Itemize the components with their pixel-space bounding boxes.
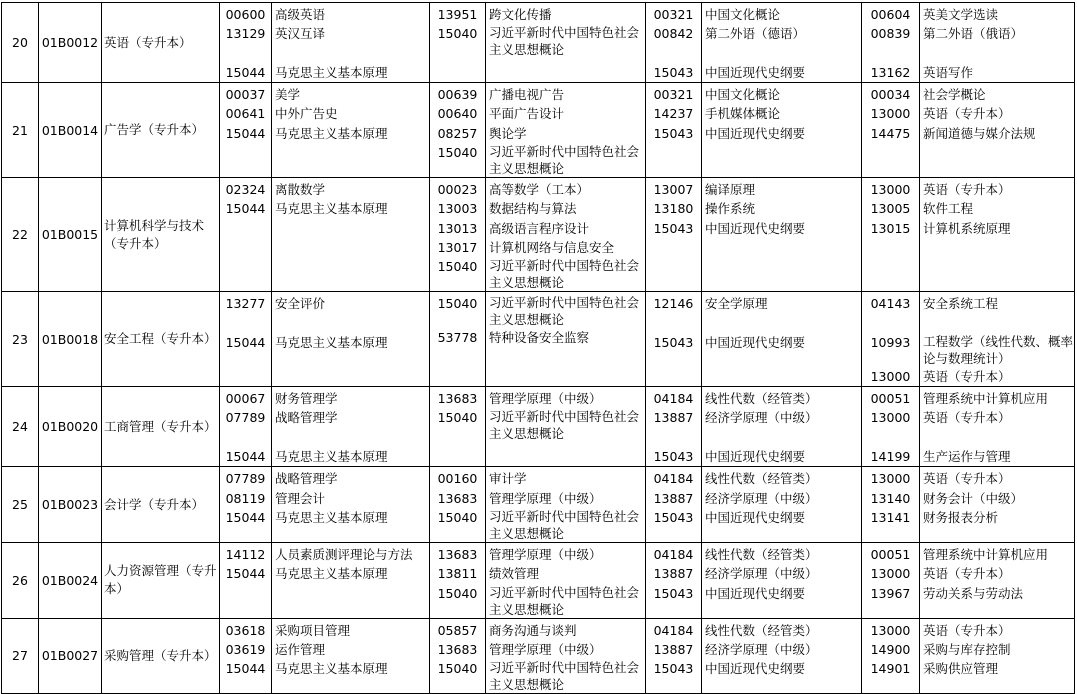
course-code: [862, 44, 919, 63]
course-code: 15044: [225, 201, 266, 217]
course-name: 线性代数（经管类）: [705, 622, 818, 638]
major-name: 采购管理（专升本）: [102, 618, 220, 694]
course-code: 07789: [225, 410, 266, 426]
course-name-cell: [272, 542, 430, 618]
course-code: 14901: [870, 661, 911, 677]
course-name-cell: [486, 83, 646, 178]
course-code: 15040: [437, 26, 478, 42]
course-code: 15044: [225, 64, 266, 80]
course-name: 新闻道德与媒介法规: [923, 125, 1036, 141]
course-name: 特种设备安全监察: [489, 330, 590, 346]
course-name: 中外广告史: [275, 106, 338, 122]
course-code: 15040: [437, 585, 478, 601]
course-code: 04184: [653, 471, 694, 487]
course-code-cell: [646, 387, 702, 467]
course-name: 中国近现代史纲要: [705, 509, 806, 525]
course-code: 14900: [870, 641, 911, 657]
course-code: 03619: [225, 641, 266, 657]
course-code: 15043: [653, 334, 694, 350]
course-code: 15044: [225, 566, 266, 582]
course-code: 13005: [870, 201, 911, 217]
course-name-cell: [920, 178, 1075, 292]
course-name: 马克思主义基本原理: [275, 449, 388, 465]
major-code: 01B0020: [39, 387, 102, 467]
course-code: 15043: [653, 661, 694, 677]
course-code: 13683: [437, 490, 478, 506]
course-name: 中国近现代史纲要: [705, 125, 806, 141]
course-code: 08257: [437, 125, 478, 141]
course-name: 英汉互译: [275, 26, 326, 42]
course-name: 中国近现代史纲要: [705, 334, 806, 350]
course-code: 13951: [437, 7, 478, 22]
course-code: 10993: [870, 334, 911, 350]
course-code: 13811: [437, 566, 478, 582]
course-code: 00600: [225, 7, 266, 22]
course-name: 中国近现代史纲要: [705, 220, 806, 236]
course-code: 13140: [870, 490, 911, 506]
course-code: [862, 428, 919, 447]
table-row: [2, 3, 1075, 83]
course-name: 线性代数（经管类）: [705, 546, 818, 562]
course-code-cell: [862, 178, 920, 292]
course-name: 广播电视广告: [489, 87, 565, 103]
course-name: 商务沟通与谈判: [489, 622, 577, 638]
course-code: 13129: [225, 26, 266, 42]
course-code: 00640: [437, 106, 478, 122]
course-code: 13017: [437, 239, 478, 255]
course-name: 英语（专升本）: [923, 622, 1011, 638]
row-number: 20: [2, 3, 39, 83]
course-name-cell: [486, 542, 646, 618]
course-name: 跨文化传播: [489, 7, 552, 22]
course-name-cell: [702, 3, 862, 83]
course-name-cell: [702, 618, 862, 694]
course-code: 08119: [225, 490, 266, 506]
course-code-cell: [646, 83, 702, 178]
course-name: 安全系统工程: [923, 296, 999, 312]
course-name: 社会学概论: [923, 87, 986, 103]
course-code: 53778: [437, 330, 478, 346]
course-name-cell: [702, 292, 862, 387]
course-name-cell: [486, 387, 646, 467]
course-code: 13007: [653, 182, 694, 198]
course-code: 13277: [225, 296, 266, 312]
course-name: 管理学原理（中级）: [489, 391, 602, 407]
course-name: 线性代数（经管类）: [705, 391, 818, 407]
course-name: 习近平新时代中国特色社会主义思想概论: [489, 584, 640, 617]
course-name-cell: [702, 467, 862, 543]
course-code: 13015: [870, 220, 911, 236]
course-name: 计算机网络与信息安全: [489, 239, 615, 255]
course-code: 00067: [225, 391, 266, 407]
course-code: [646, 428, 701, 447]
course-name-cell: [702, 387, 862, 467]
course-name: [923, 44, 1074, 63]
course-code-cell: [646, 542, 702, 618]
table-row: [2, 387, 1075, 467]
major-name: 广告学（专升本）: [102, 83, 220, 178]
course-name: 中国文化概论: [705, 87, 781, 103]
course-code: [220, 44, 271, 63]
course-name: 马克思主义基本原理: [275, 509, 388, 525]
row-number: 21: [2, 83, 39, 178]
major-code: 01B0024: [39, 542, 102, 618]
course-name: 管理系统中计算机应用: [923, 391, 1049, 407]
course-name: 管理学原理（中级）: [489, 546, 602, 562]
major-name: 安全工程（专升本）: [102, 292, 220, 387]
course-name: 运作管理: [275, 641, 326, 657]
course-name: 中国近现代史纲要: [705, 64, 806, 80]
course-name: 英语（专升本）: [923, 410, 1011, 426]
course-code-cell: [430, 542, 486, 618]
course-code-cell: [220, 467, 272, 543]
course-code: 15040: [437, 509, 478, 525]
course-code-cell: [862, 83, 920, 178]
course-code: 15040: [437, 296, 478, 312]
course-name: [705, 44, 861, 63]
major-name: 英语（专升本）: [102, 3, 220, 83]
course-name: 马克思主义基本原理: [275, 201, 388, 217]
course-code: 15040: [437, 259, 478, 275]
exam-schedule-table: [1, 2, 1075, 694]
course-code-cell: [646, 3, 702, 83]
course-code: 00641: [225, 106, 266, 122]
course-name: 英美文学选读: [923, 7, 999, 22]
major-code: 01B0018: [39, 292, 102, 387]
course-code: 00051: [870, 391, 911, 407]
course-name: 安全学原理: [705, 296, 768, 312]
course-name: 经济学原理（中级）: [705, 410, 818, 426]
course-name: 编译原理: [705, 182, 756, 198]
course-name: 线性代数（经管类）: [705, 471, 818, 487]
row-number: 27: [2, 618, 39, 694]
course-name: 管理学原理（中级）: [489, 490, 602, 506]
course-code: 13967: [870, 585, 911, 601]
course-name: 英语（专升本）: [923, 106, 1011, 122]
course-name: 中国文化概论: [705, 7, 781, 22]
course-code: 00023: [437, 182, 478, 198]
course-name: 中国近现代史纲要: [705, 661, 806, 677]
course-name: 英语（专升本）: [923, 566, 1011, 582]
course-name: 习近平新时代中国特色社会主义思想概论: [489, 25, 640, 58]
course-code: 15044: [225, 661, 266, 677]
course-code: 13003: [437, 201, 478, 217]
course-code-cell: [430, 83, 486, 178]
course-code: 00604: [870, 7, 911, 22]
course-code: 15043: [653, 585, 694, 601]
course-name: 中国近现代史纲要: [705, 449, 806, 465]
course-name: 经济学原理（中级）: [705, 490, 818, 506]
course-code: 14237: [653, 106, 694, 122]
course-code-cell: [646, 467, 702, 543]
course-code: 05857: [437, 622, 478, 638]
course-code: [646, 314, 701, 333]
course-name: [275, 44, 429, 63]
course-name-cell: [702, 542, 862, 618]
course-name-cell: [920, 618, 1075, 694]
course-code-cell: [862, 387, 920, 467]
course-code: 13887: [653, 641, 694, 657]
course-code-cell: [220, 292, 272, 387]
course-name: 高级英语: [275, 7, 326, 22]
major-code: 01B0014: [39, 83, 102, 178]
course-code-cell: [862, 542, 920, 618]
major-name: 会计学（专升本）: [102, 467, 220, 543]
course-code: 13000: [870, 566, 911, 582]
course-name: 第二外语（德语）: [705, 26, 806, 42]
course-name: 习近平新时代中国特色社会主义思想概论: [489, 508, 640, 541]
course-code: 13683: [437, 546, 478, 562]
course-code: 15044: [225, 509, 266, 525]
course-name: 工程数学（线性代数、概率论与数理统计）: [923, 333, 1074, 366]
course-code: 13180: [653, 201, 694, 217]
course-code: 00037: [225, 87, 266, 103]
major-code: 01B0012: [39, 3, 102, 83]
course-name: 英语（专升本）: [923, 182, 1011, 198]
course-code: 13887: [653, 566, 694, 582]
course-name: 数据结构与算法: [489, 201, 577, 217]
course-code: 04184: [653, 546, 694, 562]
course-code-cell: [430, 3, 486, 83]
course-name-cell: [272, 83, 430, 178]
course-name: 管理会计: [275, 490, 326, 506]
course-name-cell: [920, 83, 1075, 178]
course-name: 高等数学（工本）: [489, 182, 590, 198]
course-code: 04143: [870, 296, 911, 312]
course-name: 习近平新时代中国特色社会主义思想概论: [489, 660, 640, 693]
course-code: 00051: [870, 546, 911, 562]
course-name: 英语（专升本）: [923, 471, 1011, 487]
course-name-cell: [272, 467, 430, 543]
course-code: 13000: [870, 368, 911, 384]
course-name: 审计学: [489, 471, 527, 487]
major-name: 工商管理（专升本）: [102, 387, 220, 467]
course-name-cell: [920, 3, 1075, 83]
course-name-cell: [272, 618, 430, 694]
course-code: 14475: [870, 125, 911, 141]
major-code: 01B0027: [39, 618, 102, 694]
course-name: 马克思主义基本原理: [275, 566, 388, 582]
course-name: 平面广告设计: [489, 106, 565, 122]
course-code: [862, 314, 919, 333]
course-code: 13683: [437, 391, 478, 407]
course-code-cell: [862, 3, 920, 83]
course-code-cell: [862, 618, 920, 694]
course-name: 战略管理学: [275, 471, 338, 487]
course-name: 劳动关系与劳动法: [923, 585, 1024, 601]
course-name: [705, 314, 861, 333]
row-number: 23: [2, 292, 39, 387]
course-code: 13683: [437, 641, 478, 657]
course-name: 舆论学: [489, 125, 527, 141]
row-number: 24: [2, 387, 39, 467]
course-code-cell: [430, 178, 486, 292]
course-name-cell: [272, 178, 430, 292]
course-name: 马克思主义基本原理: [275, 334, 388, 350]
course-code: 00160: [437, 471, 478, 487]
course-code-cell: [220, 83, 272, 178]
table-row: [2, 467, 1075, 543]
major-name: 计算机科学与技术（专升本）: [102, 178, 220, 292]
course-code: 13000: [870, 622, 911, 638]
course-name: 习近平新时代中国特色社会主义思想概论: [489, 409, 640, 442]
course-name-cell: [486, 292, 646, 387]
course-code: 15043: [653, 509, 694, 525]
course-code: 15040: [437, 410, 478, 426]
course-name: 第二外语（俄语）: [923, 26, 1024, 42]
course-code: 15043: [653, 125, 694, 141]
course-code: 00321: [653, 7, 694, 22]
major-name: 人力资源管理（专升本）: [102, 542, 220, 618]
course-code: 03618: [225, 622, 266, 638]
course-code: 13000: [870, 182, 911, 198]
course-code: 14199: [870, 449, 911, 465]
course-code-cell: [862, 467, 920, 543]
course-name: 财务报表分析: [923, 509, 999, 525]
course-name-cell: [920, 467, 1075, 543]
course-code: 12146: [653, 296, 694, 312]
course-name: 绩效管理: [489, 566, 540, 582]
course-name: 经济学原理（中级）: [705, 641, 818, 657]
course-name: 管理学原理（中级）: [489, 641, 602, 657]
course-name-cell: [272, 292, 430, 387]
course-code: 13141: [870, 509, 911, 525]
course-code: 13000: [870, 471, 911, 487]
course-code-cell: [430, 292, 486, 387]
course-name: 马克思主义基本原理: [275, 64, 388, 80]
course-code-cell: [430, 467, 486, 543]
course-code: 13000: [870, 106, 911, 122]
course-name-cell: [920, 387, 1075, 467]
course-name: [923, 314, 1074, 333]
course-name: [923, 428, 1074, 447]
course-code: 13887: [653, 490, 694, 506]
course-code: 00842: [653, 26, 694, 42]
course-name-cell: [920, 542, 1075, 618]
course-code: 00639: [437, 87, 478, 103]
course-code-cell: [220, 3, 272, 83]
course-name-cell: [920, 292, 1075, 387]
course-code: 15044: [225, 125, 266, 141]
table-row: [2, 83, 1075, 178]
course-name: 习近平新时代中国特色社会主义思想概论: [489, 258, 640, 291]
course-name: 马克思主义基本原理: [275, 661, 388, 677]
course-name: 马克思主义基本原理: [275, 125, 388, 141]
course-name-cell: [486, 618, 646, 694]
course-code: 04184: [653, 622, 694, 638]
table-row: [2, 178, 1075, 292]
course-name: 软件工程: [923, 201, 974, 217]
course-name: 美学: [275, 87, 301, 103]
course-name: 操作系统: [705, 201, 756, 217]
course-name: 习近平新时代中国特色社会主义思想概论: [489, 295, 640, 328]
course-code-cell: [220, 618, 272, 694]
course-name: 管理系统中计算机应用: [923, 546, 1049, 562]
course-code: 13162: [870, 64, 911, 80]
course-name-cell: [486, 467, 646, 543]
course-name: 生产运作与管理: [923, 449, 1011, 465]
course-name: 手机媒体概论: [705, 106, 781, 122]
row-number: 22: [2, 178, 39, 292]
course-code: 15040: [437, 661, 478, 677]
course-code: 15044: [225, 334, 266, 350]
course-name: 英语（专升本）: [923, 368, 1011, 384]
course-code-cell: [862, 292, 920, 387]
course-code-cell: [220, 542, 272, 618]
major-code: 01B0023: [39, 467, 102, 543]
course-code: 15040: [437, 145, 478, 161]
course-name: [705, 428, 861, 447]
course-code-cell: [646, 292, 702, 387]
course-code: 14112: [225, 546, 266, 562]
course-name: [275, 428, 429, 447]
course-code-cell: [430, 387, 486, 467]
course-code: 13887: [653, 410, 694, 426]
course-name: 离散数学: [275, 182, 326, 198]
course-code: 00034: [870, 87, 911, 103]
table-row: [2, 542, 1075, 618]
course-code: 04184: [653, 391, 694, 407]
course-name-cell: [272, 3, 430, 83]
course-code: 15043: [653, 220, 694, 236]
course-code: 00321: [653, 87, 694, 103]
course-name: [275, 314, 429, 333]
course-code: [646, 44, 701, 63]
course-code: [220, 428, 271, 447]
course-name: 战略管理学: [275, 410, 338, 426]
course-name: 采购供应管理: [923, 661, 999, 677]
course-code-cell: [220, 387, 272, 467]
course-name: 财务会计（中级）: [923, 490, 1024, 506]
row-number: 26: [2, 542, 39, 618]
course-name: 计算机系统原理: [923, 220, 1011, 236]
course-code-cell: [430, 618, 486, 694]
table-row: [2, 618, 1075, 694]
course-code: 13013: [437, 220, 478, 236]
course-name-cell: [702, 83, 862, 178]
course-code: 02324: [225, 182, 266, 198]
course-name: 中国近现代史纲要: [705, 585, 806, 601]
course-name: 人员素质测评理论与方法: [275, 546, 413, 562]
course-code: [220, 314, 271, 333]
course-name: 英语写作: [923, 64, 974, 80]
course-name: 安全评价: [275, 296, 326, 312]
course-name: 采购与库存控制: [923, 641, 1011, 657]
course-name: 经济学原理（中级）: [705, 566, 818, 582]
course-code: 07789: [225, 471, 266, 487]
course-name: 财务管理学: [275, 391, 338, 407]
course-code: 13000: [870, 410, 911, 426]
course-name: 习近平新时代中国特色社会主义思想概论: [489, 144, 640, 177]
table-row: [2, 292, 1075, 387]
course-code-cell: [220, 178, 272, 292]
course-code: 00839: [870, 26, 911, 42]
course-code: 15044: [225, 449, 266, 465]
course-name-cell: [486, 3, 646, 83]
course-code-cell: [646, 618, 702, 694]
course-name: 高级语言程序设计: [489, 220, 590, 236]
row-number: 25: [2, 467, 39, 543]
major-code: 01B0015: [39, 178, 102, 292]
course-name-cell: [272, 387, 430, 467]
course-name-cell: [486, 178, 646, 292]
course-code: 15043: [653, 64, 694, 80]
course-code: 15043: [653, 449, 694, 465]
course-name-cell: [702, 178, 862, 292]
course-name: 采购项目管理: [275, 622, 351, 638]
course-code-cell: [646, 178, 702, 292]
